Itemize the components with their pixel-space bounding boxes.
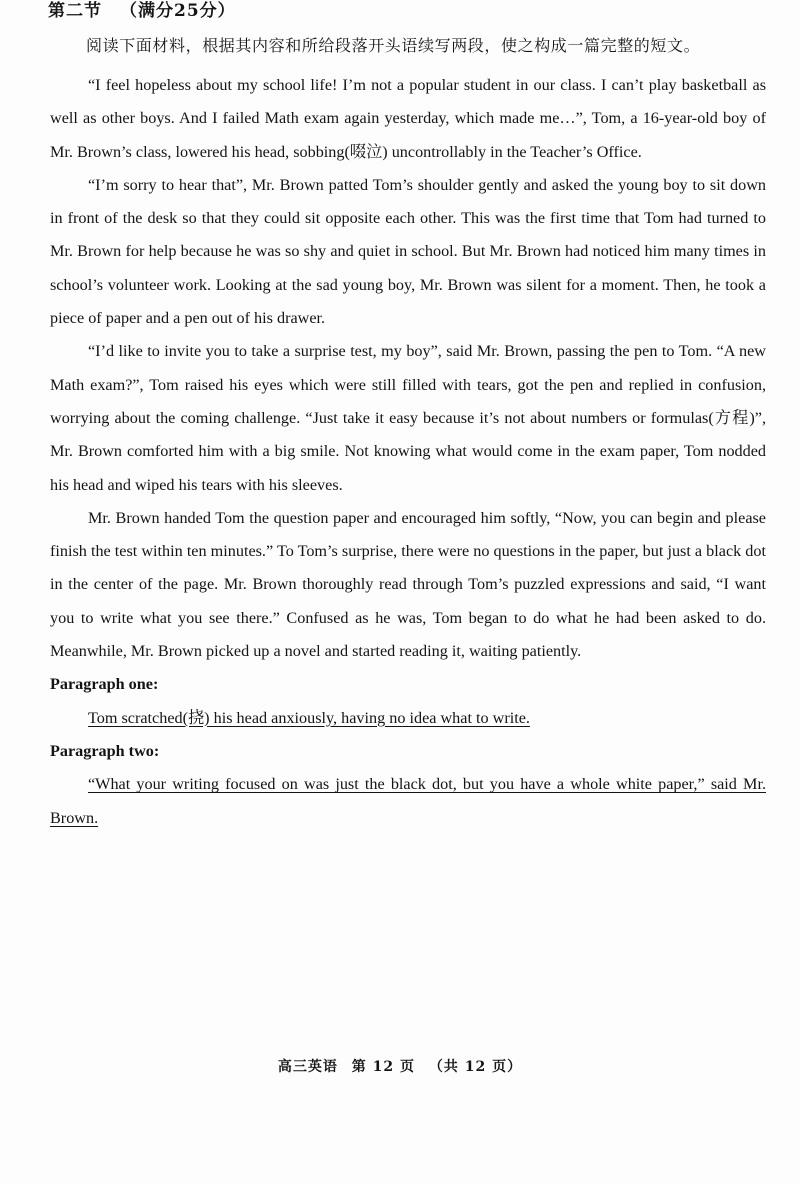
task-instruction: 阅读下面材料，根据其内容和所给段落开头语续写两段，使之构成一篇完整的短文。 [86, 36, 701, 55]
section-header [48, 0, 236, 21]
story-body [50, 69, 766, 835]
page-footer [0, 1056, 800, 1076]
paragraph-one-label: Paragraph one: [50, 675, 159, 694]
paragraph-two-opening [50, 768, 766, 835]
story-paragraph: “I’m sorry to hear that”, Mr. Brown patted Tom’s shoulder gently and asked the young boy to sit down in front of the desk so that they could sit opposite each other. This was the first time that Tom had turned to Mr. Brown for help because he was so shy and quiet in school. But Mr. Brown had noticed him many times in school’s volunteer work. Looking at the sad young boy, Mr. Brown was silent for a moment. Then, he took a piece of paper and a pen out of his drawer. [50, 175, 766, 328]
story-paragraph: Mr. Brown handed Tom the question paper and encouraged him softly, “Now, you can begin and please finish the test within ten minutes.” To Tom’s surprise, there were no questions in the paper, but just a black dot in the center of the page. Mr. Brown thoroughly read through Tom’s puzzled expressions and said, “I want you to write what you see there.” Confused as he was, Tom began to do what he had been asked to do. Meanwhile, Mr. Brown picked up a novel and started reading it, waiting patiently. [50, 508, 766, 661]
paragraph-two-label: Paragraph two: [50, 741, 160, 760]
footer-total-pages: （共 12 页） [428, 1059, 523, 1075]
story-paragraph: “I’d like to invite you to take a surprise test, my boy”, said Mr. Brown, passing the pen to Tom. “A new Math exam?”, Tom raised his eyes which were still filled with tears, got the pen and replied in confusion, worrying about the coming challenge. “Just take it easy because it’s not about numbers or formulas(方程)”, Mr. Brown comforted him with a big smile. Not knowing what would come in the exam paper, Tom nodded his head and wiped his tears with his sleeves. [50, 342, 766, 494]
footer-subject: 高三英语 [277, 1059, 338, 1075]
footer-page-number: 第 12 页 [351, 1059, 415, 1075]
section-title: 第二节 [48, 1, 102, 21]
section-score: （满分25分） [120, 1, 236, 21]
story-paragraph: “I feel hopeless about my school life! I’m not a popular student in our class. I can’t play basketball as well as other boys. And I failed Math exam again yesterday, which made me…”, Tom, a 16-year-old boy of Mr. Brown’s class, lowered his head, sobbing(啜泣) uncontrollably in the Teacher’s Office. [50, 76, 766, 161]
paragraph-two-opening-text: “What your writing focused on was just the black dot, but you have a whole white paper,” said Mr. Brown. [50, 775, 766, 827]
paragraph-one-opening-text: Tom scratched(挠) his head anxiously, having no idea what to write. [88, 708, 530, 727]
paragraph-one-opening [50, 702, 766, 735]
